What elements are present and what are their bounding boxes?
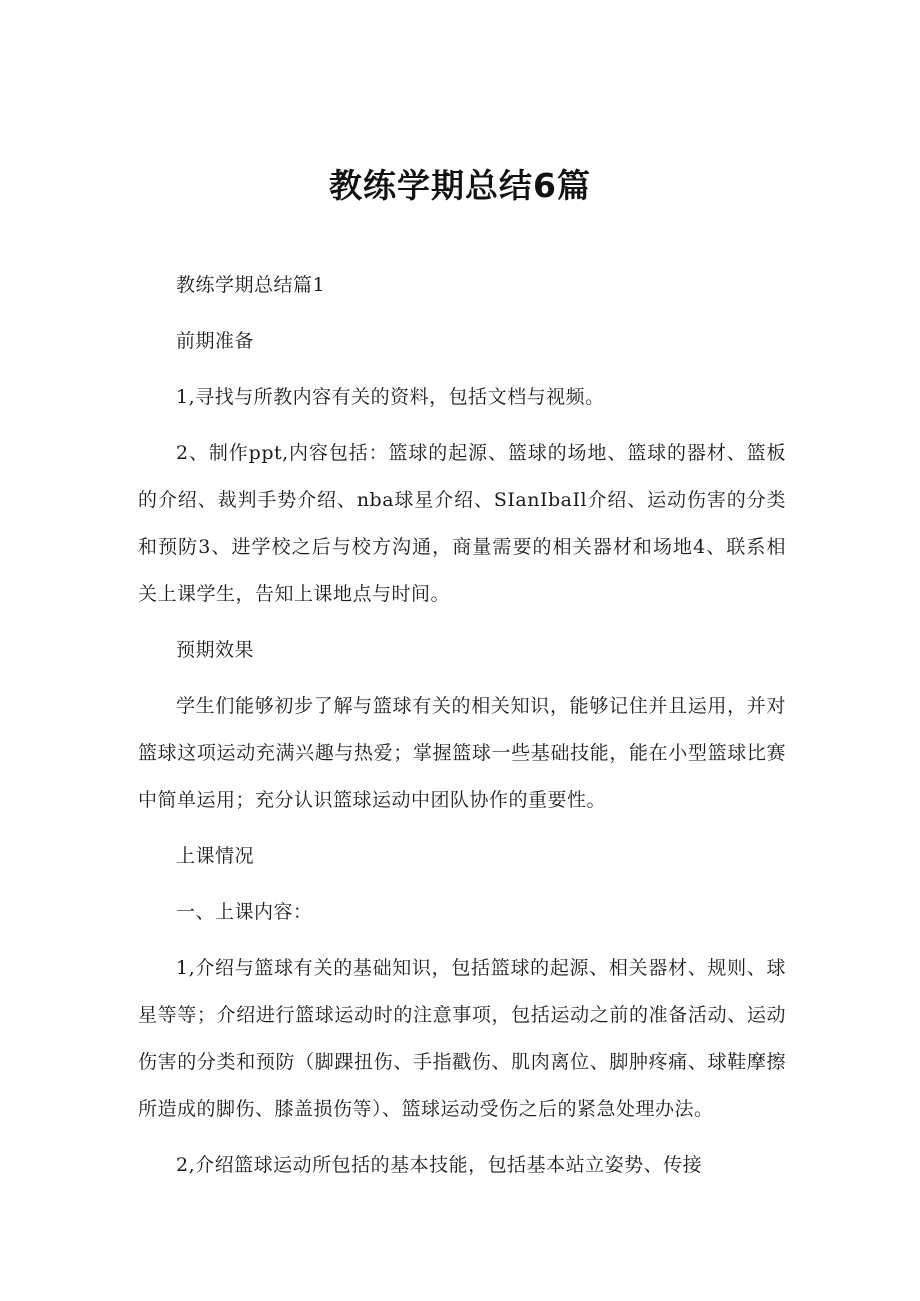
subheading: 一、上课内容：: [176, 901, 313, 923]
subheading: 前期准备: [176, 330, 255, 352]
paragraph: 2,介绍篮球运动所包括的基本技能，包括基本站立姿势、传接: [176, 1154, 703, 1176]
section-heading: 教练学期总结篇1: [176, 274, 326, 296]
document-body: [138, 262, 786, 1189]
document-title: 教练学期总结6篇: [329, 166, 591, 205]
paragraph: 1,寻找与所教内容有关的资料，包括文档与视频。: [176, 386, 605, 408]
subheading: 预期效果: [176, 639, 255, 661]
subheading: 上课情况: [176, 845, 255, 867]
paragraph: 学生们能够初步了解与篮球有关的相关知识，能够记住并且运用，并对篮球这项运动充满兴趣与热爱；掌握篮球一些基础技能，能在小型篮球比赛中简单运用；充分认识篮球运动中团队协作的重要性。: [138, 695, 786, 811]
paragraph: 2、制作ppt,内容包括：篮球的起源、篮球的场地、篮球的器材、篮板的介绍、裁判手势介绍、nba球星介绍、SIanIbaIl介绍、运动伤害的分类和预防3、进学校之后与校方沟通，商量需要的相关器材和场地4、联系相关上课学生，告知上课地点与时间。: [138, 442, 786, 605]
paragraph: 1,介绍与篮球有关的基础知识，包括篮球的起源、相关器材、规则、球星等等；介绍进行篮球运动时的注意事项，包括运动之前的准备活动、运动伤害的分类和预防（脚踝扭伤、手指戳伤、肌肉离位、脚肿疼痛、球鞋摩擦所造成的脚伤、膝盖损伤等）、篮球运动受伤之后的紧急处理办法。: [138, 957, 786, 1120]
